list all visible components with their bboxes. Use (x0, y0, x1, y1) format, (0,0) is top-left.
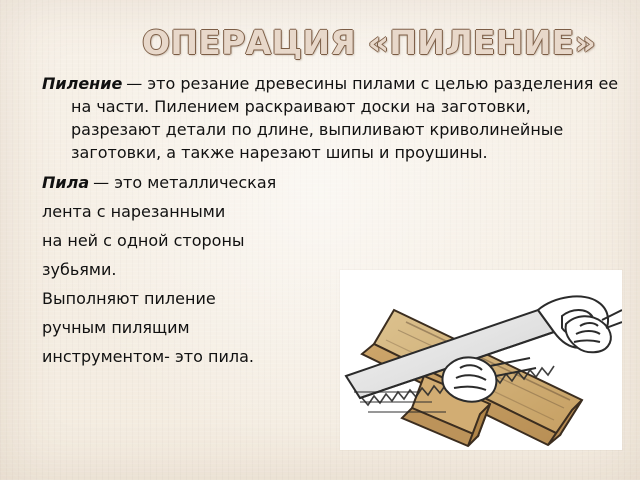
term-saw: Пила (42, 173, 90, 192)
definition-saw-line-1-text: — это металлическая (93, 173, 277, 192)
definition-saw-line-7: инструментом- это пила. (42, 347, 254, 366)
hand-saw-cutting-board-illustration (340, 270, 622, 450)
definition-sawing-text: — это резание древесины пилами с целью разделения ее на части. Пилением раскраивают доски на заготовки, разрезают детали по длине, выпиливают криволинейные заготовки, а также нарезают шипы и проушины. (71, 74, 619, 162)
definition-saw-line-2: лента с нарезанными (42, 202, 226, 221)
hand-saw-cutting-board-icon (340, 270, 622, 450)
term-sawing: Пиление (42, 74, 123, 93)
definition-saw-line-3: на ней с одной стороны (42, 231, 245, 250)
definition-sawing (42, 72, 620, 164)
definition-saw-line-6: ручным пилящим (42, 318, 190, 337)
slide-title: ОПЕРАЦИЯ «ПИЛЕНИЕ» (142, 23, 597, 62)
definition-saw-line-5: Выполняют пиление (42, 289, 216, 308)
definition-saw-line-4: зубьями. (42, 260, 117, 279)
definition-saw-line-1 (42, 171, 328, 194)
